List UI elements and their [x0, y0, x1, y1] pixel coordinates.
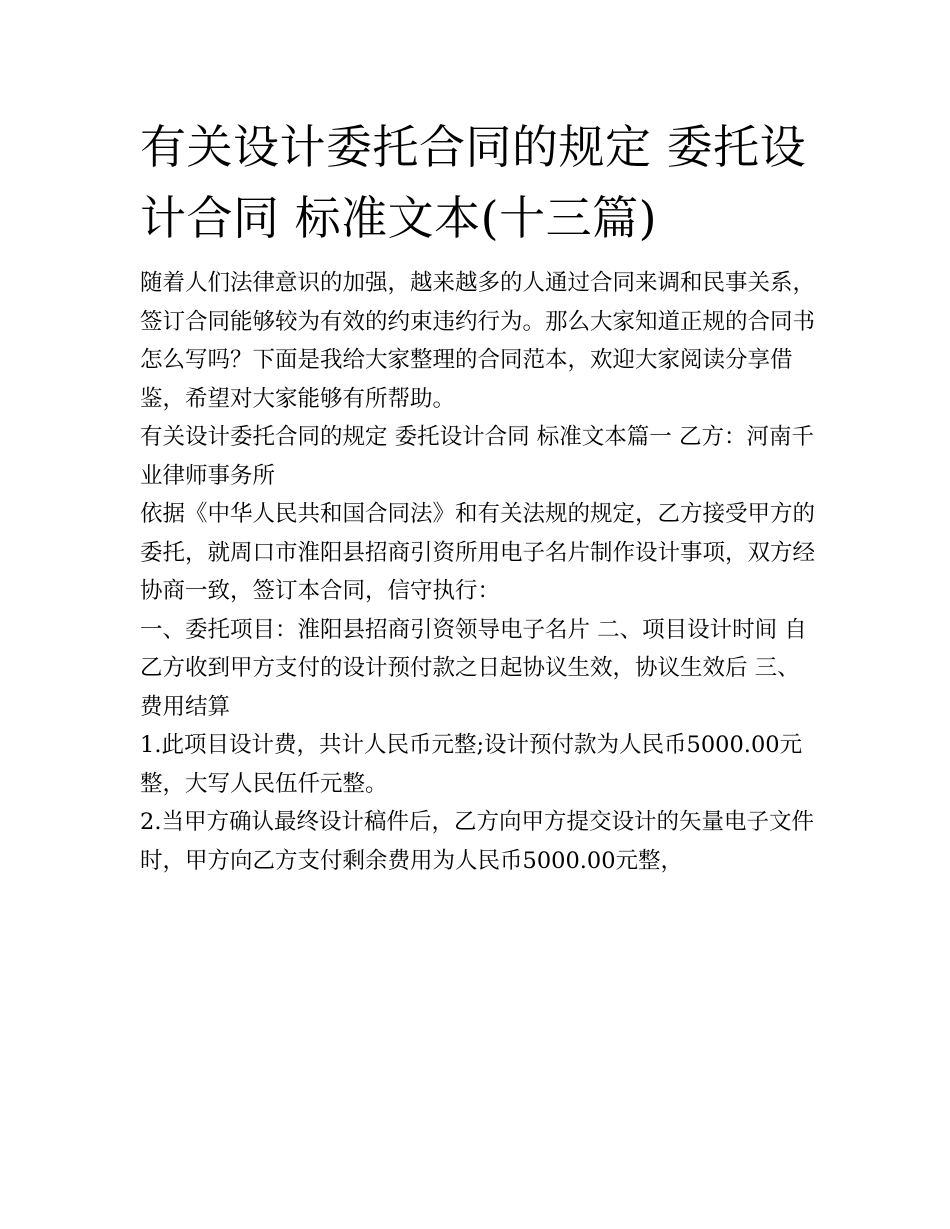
- fee-clause-2: 2.当甲方确认最终设计稿件后，乙方向甲方提交设计的矢量电子文件时，甲方向乙方支付剩余费用为人民币5000.00元整，: [140, 809, 814, 874]
- party-b-paragraph: 有关设计委托合同的规定 委托设计合同 标准文本篇一 乙方：河南千业律师事务所: [140, 424, 814, 489]
- document-body: [140, 112, 820, 880]
- fee-clause-1: 1.此项目设计费，共计人民币元整;设计预付款为人民币5000.00元整，大写人民伍仟元整。: [140, 732, 803, 797]
- agreement-basis-paragraph: 依据《中华人民共和国合同法》和有关法规的规定，乙方接受甲方的委托，就周口市淮阳县招商引资所用电子名片制作设计事项，双方经协商一致，签订本合同，信守执行：: [140, 501, 816, 604]
- clauses-paragraph: 一、委托项目：淮阳县招商引资领导电子名片 二、项目设计时间 自乙方收到甲方支付的设计预付款之日起协议生效，协议生效后 三、费用结算: [140, 616, 807, 720]
- document-title: 有关设计委托合同的规定 委托设计合同 标准文本(十三篇): [140, 120, 807, 245]
- intro-paragraph: 随着人们法律意识的加强，越来越多的人通过合同来调和民事关系，签订合同能够较为有效的约束违约行为。那么大家知道正规的合同书怎么写吗？下面是我给大家整理的合同范本，欢迎大家阅读分享借鉴，希望对大家能够有所帮助。: [140, 270, 816, 412]
